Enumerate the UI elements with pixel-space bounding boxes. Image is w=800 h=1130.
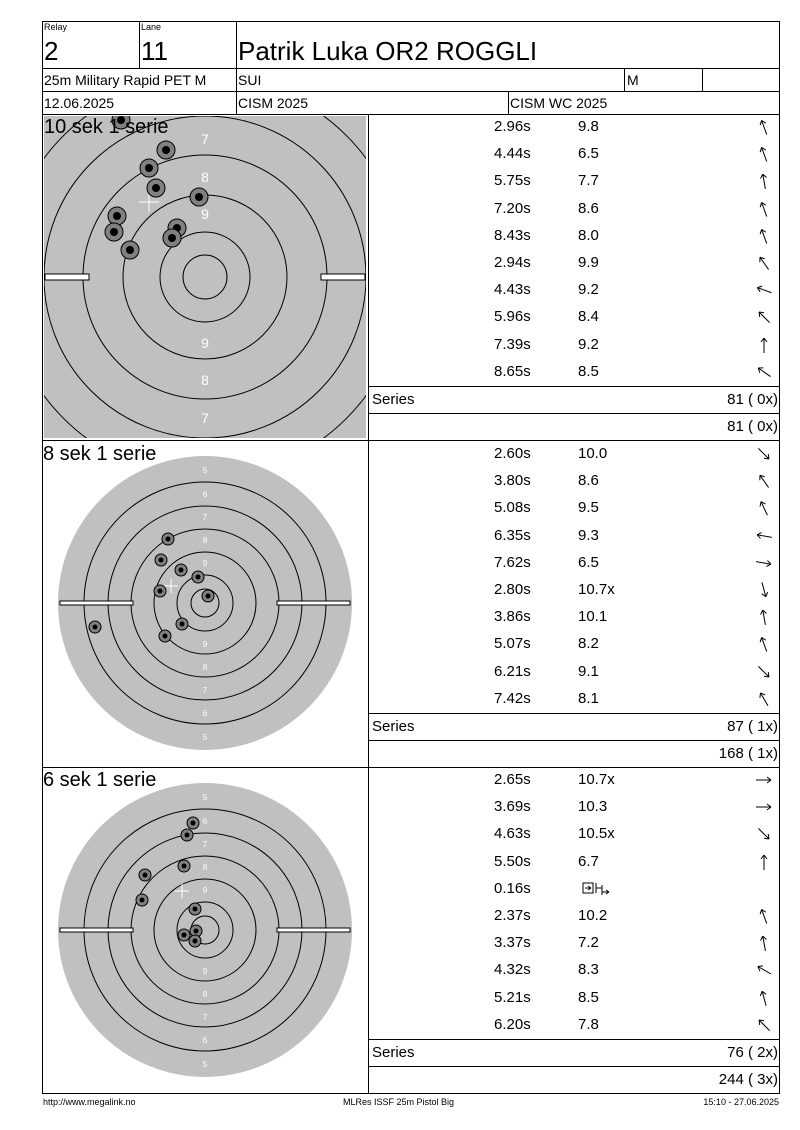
shot-direction-arrow-icon [754, 144, 774, 164]
t3-ring-6-top: 6 [202, 817, 208, 826]
shot-time: 2.94s [494, 254, 531, 271]
t3-ring-5-top: 5 [202, 793, 208, 802]
shot-score: 7.8 [578, 1015, 599, 1033]
shot-time: 6.21s [494, 662, 531, 680]
shot-direction-arrow-icon [754, 580, 774, 600]
shot-direction-arrow-icon [754, 797, 774, 817]
shot-direction-arrow-icon [754, 770, 774, 790]
running-total-1-row [370, 414, 780, 440]
shot-time: 2.80s [494, 581, 531, 598]
t3-ring-7-bottom: 7 [202, 1013, 208, 1022]
shot-score: 8.0 [578, 226, 599, 244]
shot-direction-arrow-icon [754, 634, 774, 654]
series-3-total-row [370, 1040, 780, 1066]
shot-time: 3.80s [494, 472, 531, 490]
footer-software: MLRes ISSF 25m Pistol Big [343, 1097, 455, 1107]
shot-row [370, 332, 780, 359]
lane-value: 11 [141, 36, 168, 66]
shot-time: 8.65s [494, 362, 531, 380]
shot-score: 10.2 [578, 907, 608, 924]
shot-score: 9.9 [578, 254, 599, 271]
shot-score: 8.3 [578, 961, 599, 979]
shot-row [370, 359, 780, 386]
shot-score: 9.8 [578, 118, 599, 135]
gender: M [627, 72, 639, 88]
shot-row [370, 250, 780, 277]
shot-direction-arrow-icon [754, 226, 774, 246]
series-1-total-row [370, 387, 780, 413]
shot-time: 3.37s [494, 934, 531, 952]
championship: CISM WC 2025 [510, 95, 608, 111]
shot-score: 6.7 [578, 852, 599, 870]
shot-row [370, 930, 780, 957]
shot-time: 7.62s [494, 553, 531, 571]
shot-score: 7.7 [578, 172, 599, 190]
running-total-2: 168 ( 1x) [718, 745, 778, 762]
shot-direction-arrow-icon [754, 824, 774, 844]
t2-ring-7-bottom: 7 [202, 686, 208, 695]
early-shot-flag-icon [582, 881, 616, 897]
shot-score: 8.4 [578, 308, 599, 326]
series-2-total: 87 ( 1x) [727, 718, 778, 735]
shot-direction-arrow-icon [754, 689, 774, 709]
t2-ring-6-bottom: 6 [202, 709, 208, 718]
shot-row [370, 957, 780, 984]
series-1-total-label: Series [372, 391, 415, 408]
shot-row [370, 985, 780, 1012]
shot-direction-arrow-icon [754, 117, 774, 137]
shot-row [370, 903, 780, 930]
shot-row [370, 821, 780, 848]
shot-row [370, 523, 780, 550]
shot-direction-arrow-icon [754, 335, 774, 355]
shot-score: 6.5 [578, 145, 599, 163]
shot-time: 5.21s [494, 988, 531, 1006]
shot-direction-arrow-icon [754, 362, 774, 382]
shot-direction-arrow-icon [754, 444, 774, 464]
shot-time: 5.08s [494, 499, 531, 517]
shot-time: 0.16s [494, 879, 531, 897]
shot-score: 7.2 [578, 934, 599, 952]
shot-score: 10.5x [578, 825, 615, 843]
shot-direction-arrow-icon [754, 933, 774, 953]
shot-row [370, 659, 780, 686]
t1-ring-7-top: 7 [201, 131, 209, 147]
shot-direction-arrow-icon [754, 526, 774, 546]
shot-direction-arrow-icon [754, 199, 774, 219]
shooter-name: Patrik Luka OR2 ROGGLI [238, 36, 538, 66]
shot-row [370, 277, 780, 304]
series-2-total-row [370, 714, 780, 740]
series-3-total: 76 ( 2x) [727, 1044, 778, 1061]
running-total-2-row [370, 741, 780, 767]
t2-ring-9-bottom: 9 [202, 640, 208, 649]
shot-time: 7.42s [494, 689, 531, 707]
shot-score: 6.5 [578, 553, 599, 571]
shot-row [370, 114, 780, 141]
t3-ring-9-top: 9 [202, 886, 208, 895]
shot-row [370, 794, 780, 821]
series-1-title: 10 sek 1 serie [44, 116, 169, 138]
shot-row [370, 1012, 780, 1039]
t3-ring-9-bottom: 9 [202, 967, 208, 976]
shot-direction-arrow-icon [754, 253, 774, 273]
date: 12.06.2025 [44, 95, 115, 111]
shot-time: 4.63s [494, 825, 531, 843]
shot-score: 9.1 [578, 662, 599, 680]
shot-score: 10.1 [578, 608, 608, 626]
shot-time: 3.86s [494, 608, 531, 626]
t1-ring-8-top: 8 [201, 169, 209, 185]
shot-time: 2.65s [494, 771, 531, 788]
t2-ring-5-bottom: 5 [202, 733, 208, 742]
t2-ring-5-top: 5 [202, 466, 208, 475]
shot-row [370, 495, 780, 522]
shot-time: 2.60s [494, 445, 531, 462]
shot-score: 9.5 [578, 499, 599, 517]
shot-score: 8.6 [578, 199, 599, 217]
shot-row [370, 686, 780, 713]
running-total-3: 244 ( 3x) [718, 1071, 778, 1088]
series-1-total: 81 ( 0x) [727, 391, 778, 408]
series-3-title: 6 sek 1 serie [43, 769, 157, 791]
running-total-1: 81 ( 0x) [727, 418, 778, 435]
shot-time: 8.43s [494, 226, 531, 244]
t2-ring-9-top: 9 [202, 559, 208, 568]
shot-direction-arrow-icon [754, 607, 774, 627]
running-total-3-row [370, 1067, 780, 1093]
t1-ring-9-bottom: 9 [201, 335, 209, 351]
shot-time: 7.39s [494, 335, 531, 353]
shot-score: 8.6 [578, 472, 599, 490]
shot-score: 8.5 [578, 988, 599, 1006]
shot-direction-arrow-icon [754, 553, 774, 573]
shot-score: 8.5 [578, 362, 599, 380]
footer-timestamp: 15:10 - 27.06.2025 [703, 1097, 779, 1107]
shot-time: 3.69s [494, 798, 531, 816]
target-2 [44, 442, 366, 764]
shot-row [370, 196, 780, 223]
shot-score: 10.0 [578, 445, 608, 462]
target-3 [44, 769, 366, 1091]
shot-row [370, 550, 780, 577]
shot-score: 10.7x [578, 581, 615, 598]
shot-direction-arrow-icon [754, 498, 774, 518]
shot-time: 7.20s [494, 199, 531, 217]
shot-time: 6.35s [494, 526, 531, 544]
shot-direction-arrow-icon [754, 906, 774, 926]
relay-value: 2 [44, 36, 59, 66]
shot-time: 4.32s [494, 961, 531, 979]
shot-row [370, 223, 780, 250]
footer-website-link[interactable]: http://www.megalink.no [43, 1097, 136, 1107]
shot-score: 9.2 [578, 281, 599, 299]
shot-time: 2.37s [494, 907, 531, 924]
shot-direction-arrow-icon [754, 988, 774, 1008]
shot-row [370, 604, 780, 631]
shot-row [370, 631, 780, 658]
target-1 [44, 116, 366, 438]
shot-time: 6.20s [494, 1015, 531, 1033]
shot-score: 10.3 [578, 798, 608, 816]
shot-time: 5.50s [494, 852, 531, 870]
shot-direction-arrow-icon [754, 1015, 774, 1035]
relay-label: Relay [44, 22, 68, 32]
shot-time: 4.43s [494, 281, 531, 299]
t2-ring-8-bottom: 8 [202, 663, 208, 672]
shot-direction-arrow-icon [754, 852, 774, 872]
series-2-total-label: Series [372, 718, 415, 735]
shot-score: 8.2 [578, 635, 599, 653]
series-2-title: 8 sek 1 serie [43, 443, 157, 465]
t3-ring-8-top: 8 [202, 863, 208, 872]
shot-row [370, 441, 780, 468]
shot-direction-arrow-icon [754, 662, 774, 682]
t2-ring-8-top: 8 [202, 536, 208, 545]
t3-ring-5-bottom: 5 [202, 1060, 208, 1069]
shot-time: 5.75s [494, 172, 531, 190]
shot-direction-arrow-icon [754, 307, 774, 327]
shot-row [370, 767, 780, 794]
shot-row [370, 141, 780, 168]
shot-row [370, 468, 780, 495]
shot-row [370, 304, 780, 331]
shot-row [370, 168, 780, 195]
t2-ring-6-top: 6 [202, 490, 208, 499]
shot-direction-arrow-icon [754, 171, 774, 191]
shot-row [370, 849, 780, 876]
t3-ring-7-top: 7 [202, 840, 208, 849]
t3-ring-8-bottom: 8 [202, 990, 208, 999]
shot-direction-arrow-icon [754, 471, 774, 491]
shot-time: 2.96s [494, 118, 531, 135]
shot-row [370, 577, 780, 604]
competition: CISM 2025 [238, 95, 309, 111]
shot-direction-arrow-icon [754, 960, 774, 980]
series-3-total-label: Series [372, 1044, 415, 1061]
lane-label: Lane [141, 22, 162, 32]
shot-time: 5.96s [494, 308, 531, 326]
shot-time: 5.07s [494, 635, 531, 653]
shot-score: 8.1 [578, 689, 599, 707]
t1-ring-8-bottom: 8 [201, 372, 209, 388]
t2-ring-7-top: 7 [202, 513, 208, 522]
shot-score: 10.7x [578, 771, 615, 788]
shot-direction-arrow-icon [754, 280, 774, 300]
shot-score: 9.3 [578, 526, 599, 544]
event-name: 25m Military Rapid PET M [44, 72, 207, 88]
t1-ring-9-top: 9 [201, 206, 209, 222]
shot-score: 9.2 [578, 335, 599, 353]
t1-ring-7-bottom: 7 [201, 410, 209, 426]
shot-time: 4.44s [494, 145, 531, 163]
nation: SUI [238, 72, 262, 88]
t3-ring-6-bottom: 6 [202, 1036, 208, 1045]
shot-row [370, 876, 780, 903]
